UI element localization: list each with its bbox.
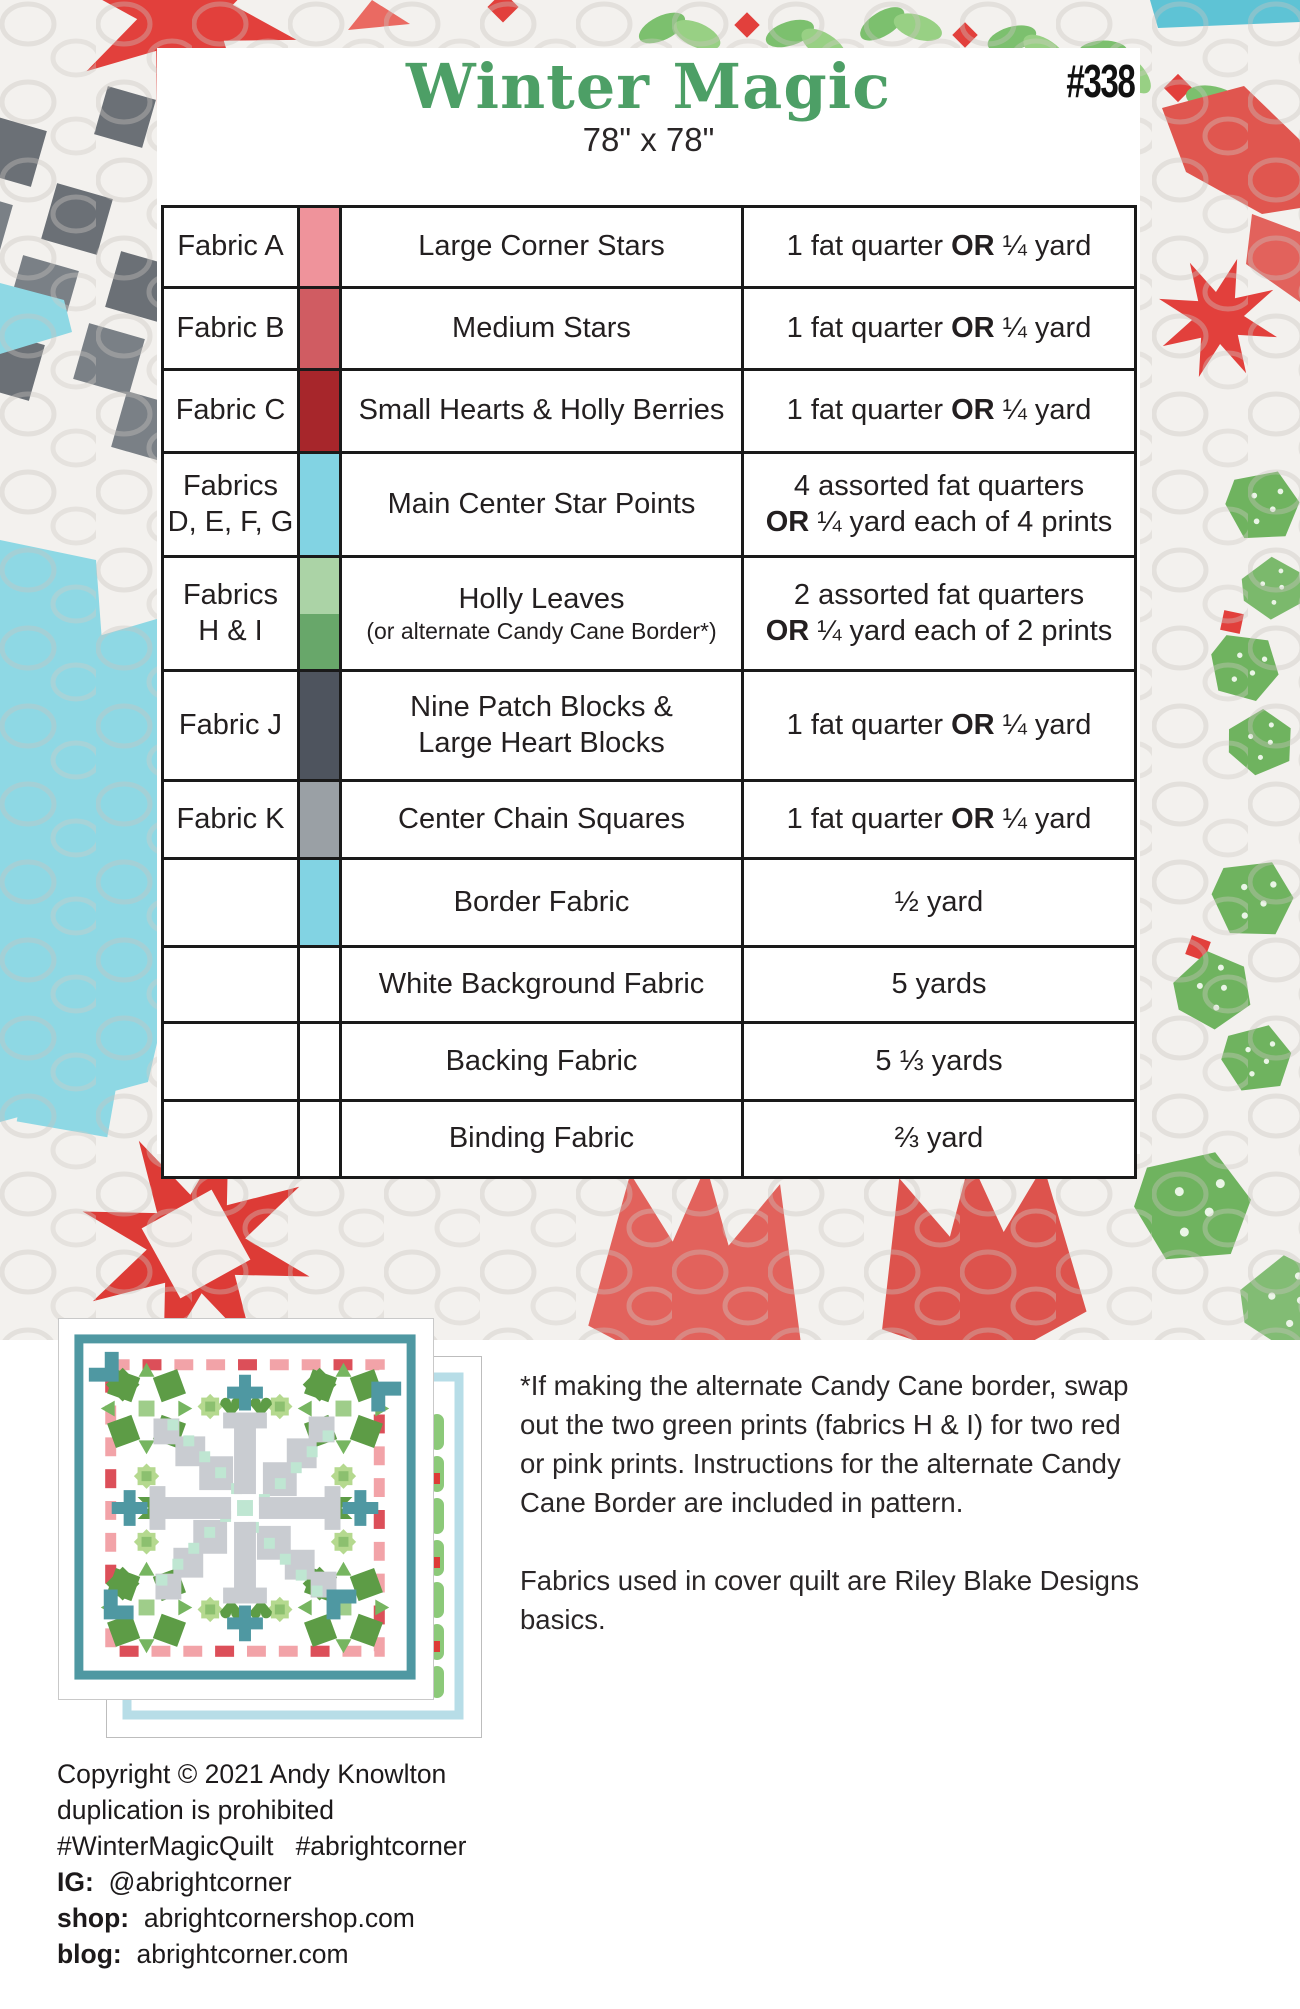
fabric-row bbox=[163, 370, 1136, 453]
fabric-description-cell: Large Corner Stars bbox=[341, 207, 743, 288]
fabric-swatch-cell bbox=[299, 859, 341, 947]
fabric-quantity-cell: 4 assorted fat quarters OR ¼ yard each of 4 prints bbox=[743, 453, 1136, 557]
duplication-line: duplication is prohibited bbox=[57, 1795, 334, 1825]
fabric-color-swatch bbox=[300, 860, 339, 945]
fabric-swatch-cell bbox=[299, 370, 341, 453]
fabric-color-swatch bbox=[300, 558, 339, 669]
fabric-label-cell: Fabrics H & I bbox=[163, 557, 299, 671]
fabric-table-body bbox=[163, 207, 1136, 1178]
fabric-description-cell: White Background Fabric bbox=[341, 947, 743, 1023]
fabric-label-cell: Fabric K bbox=[163, 781, 299, 859]
footer-link: IG: @abrightcorner bbox=[57, 1867, 292, 1897]
fabric-row bbox=[163, 288, 1136, 370]
fabric-row bbox=[163, 671, 1136, 781]
fabric-quantity-cell: 1 fat quarter OR ¼ yard bbox=[743, 671, 1136, 781]
footer-link: blog: abrightcorner.com bbox=[57, 1939, 349, 1969]
fabric-color-swatch bbox=[300, 454, 339, 555]
fabric-description-cell: Binding Fabric bbox=[341, 1101, 743, 1178]
fabric-row bbox=[163, 1101, 1136, 1178]
fabric-row bbox=[163, 947, 1136, 1023]
fabric-description-cell: Nine Patch Blocks & Large Heart Blocks bbox=[341, 671, 743, 781]
quilt-preview-front bbox=[58, 1318, 434, 1700]
fabric-swatch-cell bbox=[299, 557, 341, 671]
footer-links bbox=[57, 1864, 466, 1972]
fabric-label-cell bbox=[163, 1023, 299, 1101]
fabric-color-swatch bbox=[300, 289, 339, 368]
candy-cane-note: *If making the alternate Candy Cane border, swap out the two green prints (fabrics H & I) for two red or pink prints. Instructions for the alternate Candy Cane Border are included in pattern. bbox=[520, 1370, 1129, 1518]
fabric-label-cell bbox=[163, 1101, 299, 1178]
pattern-number: #338 bbox=[1066, 55, 1134, 107]
fabric-swatch-cell bbox=[299, 207, 341, 288]
page-title: Winter Magic bbox=[406, 50, 891, 123]
fabric-color-swatch bbox=[300, 371, 339, 451]
hashtags-line: #WinterMagicQuilt #abrightcorner bbox=[57, 1831, 467, 1861]
fabric-quantity-cell: 1 fat quarter OR ¼ yard bbox=[743, 288, 1136, 370]
cover-quilt-preview-image bbox=[59, 1319, 431, 1697]
fabric-row bbox=[163, 453, 1136, 557]
fabric-quantity-cell: 1 fat quarter OR ¼ yard bbox=[743, 370, 1136, 453]
quilt-dimensions: 78" x 78" bbox=[582, 121, 715, 159]
fabric-description-cell: Backing Fabric bbox=[341, 1023, 743, 1101]
fabric-label-cell: Fabric B bbox=[163, 288, 299, 370]
fabric-label-cell: Fabric C bbox=[163, 370, 299, 453]
fabric-swatch-cell bbox=[299, 671, 341, 781]
copyright-line: Copyright © 2021 Andy Knowlton bbox=[57, 1759, 447, 1789]
fabric-quantity-cell: ⅔ yard bbox=[743, 1101, 1136, 1178]
fabric-swatch-cell bbox=[299, 1023, 341, 1101]
fabric-description-cell: Center Chain Squares bbox=[341, 781, 743, 859]
fabric-description-cell: Holly Leaves (or alternate Candy Cane Border*) bbox=[341, 557, 743, 671]
fabric-row bbox=[163, 557, 1136, 671]
copyright-block bbox=[57, 1756, 466, 1972]
fabric-row bbox=[163, 859, 1136, 947]
notes-block bbox=[520, 1366, 1152, 1678]
fabric-swatch-cell bbox=[299, 781, 341, 859]
fabric-credit-note: Fabrics used in cover quilt are Riley Blake Designs basics. bbox=[520, 1565, 1140, 1635]
content-panel bbox=[157, 48, 1140, 1154]
fabric-quantity-cell: 1 fat quarter OR ¼ yard bbox=[743, 207, 1136, 288]
fabric-description-cell: Small Hearts & Holly Berries bbox=[341, 370, 743, 453]
fabric-row bbox=[163, 1023, 1136, 1101]
fabric-label-cell: Fabric J bbox=[163, 671, 299, 781]
fabric-label-cell: Fabrics D, E, F, G bbox=[163, 453, 299, 557]
fabric-quantity-cell: 5 yards bbox=[743, 947, 1136, 1023]
fabric-quantity-cell: 5 ⅓ yards bbox=[743, 1023, 1136, 1101]
fabric-swatch-cell bbox=[299, 288, 341, 370]
fabric-color-swatch bbox=[300, 672, 339, 779]
fabric-description-cell: Medium Stars bbox=[341, 288, 743, 370]
fabric-color-swatch bbox=[300, 208, 339, 286]
fabric-quantity-cell: 1 fat quarter OR ¼ yard bbox=[743, 781, 1136, 859]
fabric-swatch-cell bbox=[299, 1101, 341, 1178]
footer-link: shop: abrightcornershop.com bbox=[57, 1903, 415, 1933]
fabric-label-cell bbox=[163, 947, 299, 1023]
fabric-label-cell bbox=[163, 859, 299, 947]
fabric-row bbox=[163, 207, 1136, 288]
fabric-quantity-cell: ½ yard bbox=[743, 859, 1136, 947]
fabric-swatch-cell bbox=[299, 453, 341, 557]
fabric-requirements-table bbox=[161, 205, 1137, 1179]
fabric-row bbox=[163, 781, 1136, 859]
fabric-quantity-cell: 2 assorted fat quarters OR ¼ yard each of 2 prints bbox=[743, 557, 1136, 671]
fabric-color-swatch bbox=[300, 782, 339, 857]
fabric-description-cell: Main Center Star Points bbox=[341, 453, 743, 557]
fabric-description-cell: Border Fabric bbox=[341, 859, 743, 947]
fabric-swatch-cell bbox=[299, 947, 341, 1023]
fabric-label-cell: Fabric A bbox=[163, 207, 299, 288]
